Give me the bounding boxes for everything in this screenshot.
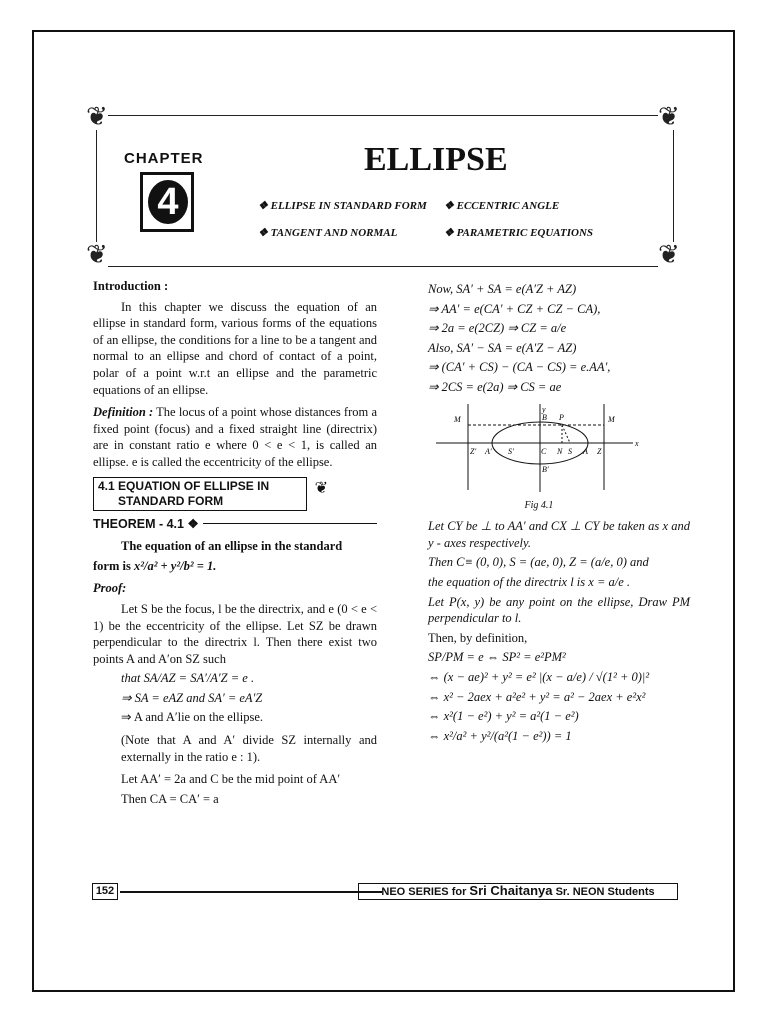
derivation-line: Also, SA′ − SA = e(A′Z − AZ): [428, 340, 577, 355]
corner-ornament-icon: ❦: [86, 102, 108, 132]
derivation-line: SP/PM = e ⇔ SP² = e²PM²: [428, 650, 566, 665]
section-title-line1: 4.1 EQUATION OF ELLIPSE IN: [98, 478, 270, 493]
chapter-label: CHAPTER: [124, 150, 204, 167]
corner-ornament-icon: ❦: [86, 240, 108, 270]
label-m-left: M: [454, 414, 461, 424]
label-b: B: [542, 412, 547, 422]
derivation-line: ⇔ x²(1 − e²) + y² = a²(1 − e²): [428, 709, 579, 724]
topic-item: ❖ PARAMETRIC EQUATIONS: [444, 227, 594, 239]
derivation-line: Then, by definition,: [428, 630, 528, 645]
derivation-line: ⇔ (x − ae)² + y² = e² |(x − a/e) / √(1² + 0)|²: [428, 669, 650, 684]
label-y: y: [542, 404, 546, 414]
label-c: C: [541, 446, 547, 456]
label-x: x: [635, 438, 639, 448]
theorem-statement: The equation of an ellipse in the standard: [121, 539, 343, 554]
corner-ornament-icon: ❦: [658, 102, 680, 132]
label-a-prime: A′: [485, 446, 492, 456]
brand-name: Sri Chaitanya: [469, 883, 553, 898]
section-heading: [93, 477, 328, 511]
derivation-line: ⇔ x²/a² + y²/(a²(1 − e²)) = 1: [428, 728, 572, 743]
derivation-line: ⇒ 2CS = e(2a) ⇒ CS = ae: [428, 379, 562, 394]
label-z: Z: [597, 446, 602, 456]
intro-paragraph: In this chapter we discuss the equation of an ellipse in standard form, various forms of the equations of an ellipse, the conditions for a line to be a tangent and normal to an ellipse and chord of contact of a point, polar of a point w.r.t an ellipse and the parametric equations of an ellipse.: [93, 299, 377, 397]
derivation-line: Let P(x, y) be any point on the ellipse, Draw PM perpendicular to l.: [428, 594, 690, 626]
theorem-form: form is x²/a² + y²/b² = 1.: [93, 558, 217, 573]
derivation-line: ⇒ AA′ = e(CA′ + CZ + CZ − CA),: [428, 301, 601, 316]
topic-item: ❖ ECCENTRIC ANGLE: [444, 200, 560, 212]
derivation-line: Now, SA′ + SA = e(A′Z + AZ): [428, 282, 577, 296]
theorem-heading: THEOREM - 4.1 ❖: [93, 516, 377, 533]
label-s-prime: S′: [508, 446, 514, 456]
definition-label: Definition :: [93, 405, 154, 420]
proof-implication: ⇒ A and A′lie on the ellipse.: [121, 710, 264, 725]
label-s: S: [568, 446, 572, 456]
label-p: P: [559, 412, 564, 422]
proof-then: Then CA = CA′ = a: [121, 791, 219, 806]
derivation-line: Let CY be ⊥ to AA′ and CX ⊥ CY be taken as x and y - axes respectively.: [428, 519, 690, 550]
series-banner: NEO SERIES for Sri Chaitanya Sr. NEON Students: [358, 883, 678, 900]
figure-caption: Fig 4.1: [524, 499, 554, 511]
proof-note: (Note that A and A′ divide SZ internally and externally in the ratio e : 1).: [121, 733, 377, 764]
ps-dashed-line: [562, 425, 570, 443]
intro-heading: Introduction :: [93, 279, 169, 293]
derivation-line: Then C≡ (0, 0), S = (ae, 0), Z = (a/e, 0) and: [428, 555, 649, 570]
topic-item: ❖ ELLIPSE IN STANDARD FORM: [258, 200, 427, 212]
label-z-prime: Z′: [470, 446, 477, 456]
footer-rule: [120, 891, 382, 893]
theorem-equation: x²/a² + y²/b² = 1.: [133, 558, 217, 573]
corner-ornament-icon: ❦: [658, 240, 680, 270]
label-n: N: [557, 446, 563, 456]
left-column: [93, 278, 377, 810]
proof-ratio: that SA/AZ = SA′/A′Z = e .: [121, 671, 255, 686]
topic-item: ❖ TANGENT AND NORMAL: [258, 227, 398, 239]
chapter-number: 4: [148, 180, 188, 224]
proof-paragraph: Let S be the focus, l be the directrix, and e (0 < e < 1) be the eccentricity of the ellipse. Let SZ be drawn perpendicular to the directrix l. Then there exist two points A and A′on SZ such: [93, 601, 377, 666]
section-title-line2: STANDARD FORM: [118, 493, 224, 508]
definition-text: The locus of a point whose distances from a fixed point (focus) and a fixed straight line (directrix) are in constant ratio e where 0 < e < 1, is called an ellipse. e is called the eccentricity of the ellipse.: [93, 405, 377, 469]
label-m-right: M: [608, 414, 615, 424]
label-b-prime: B′: [542, 464, 549, 474]
page-number: 152: [92, 883, 118, 900]
definition-paragraph: [93, 404, 377, 470]
proof-label: Proof:: [93, 581, 127, 596]
page-footer: [92, 883, 678, 901]
ellipse-figure: [428, 400, 690, 498]
ornament-icon: ❦: [314, 477, 328, 497]
chapter-number-badge: [140, 172, 194, 232]
right-column: [428, 278, 690, 747]
proof-midpoint: Let AA′ = 2a and C be the mid point of AA′: [121, 772, 341, 787]
derivation-line: ⇔ x² − 2aex + a²e² + y² = a² − 2aex + e²x²: [428, 689, 646, 704]
derivation-line: the equation of the directrix l is x = a/e .: [428, 574, 631, 589]
label-a: A: [583, 446, 588, 456]
proof-implication: ⇒ SA = eAZ and SA′ = eA′Z: [121, 690, 263, 705]
derivation-line: ⇒ (CA′ + CS) − (CA − CS) = e.AA′,: [428, 360, 611, 375]
chapter-title: ELLIPSE: [364, 141, 508, 178]
derivation-line: ⇒ 2a = e(2CZ) ⇒ CZ = a/e: [428, 321, 567, 336]
